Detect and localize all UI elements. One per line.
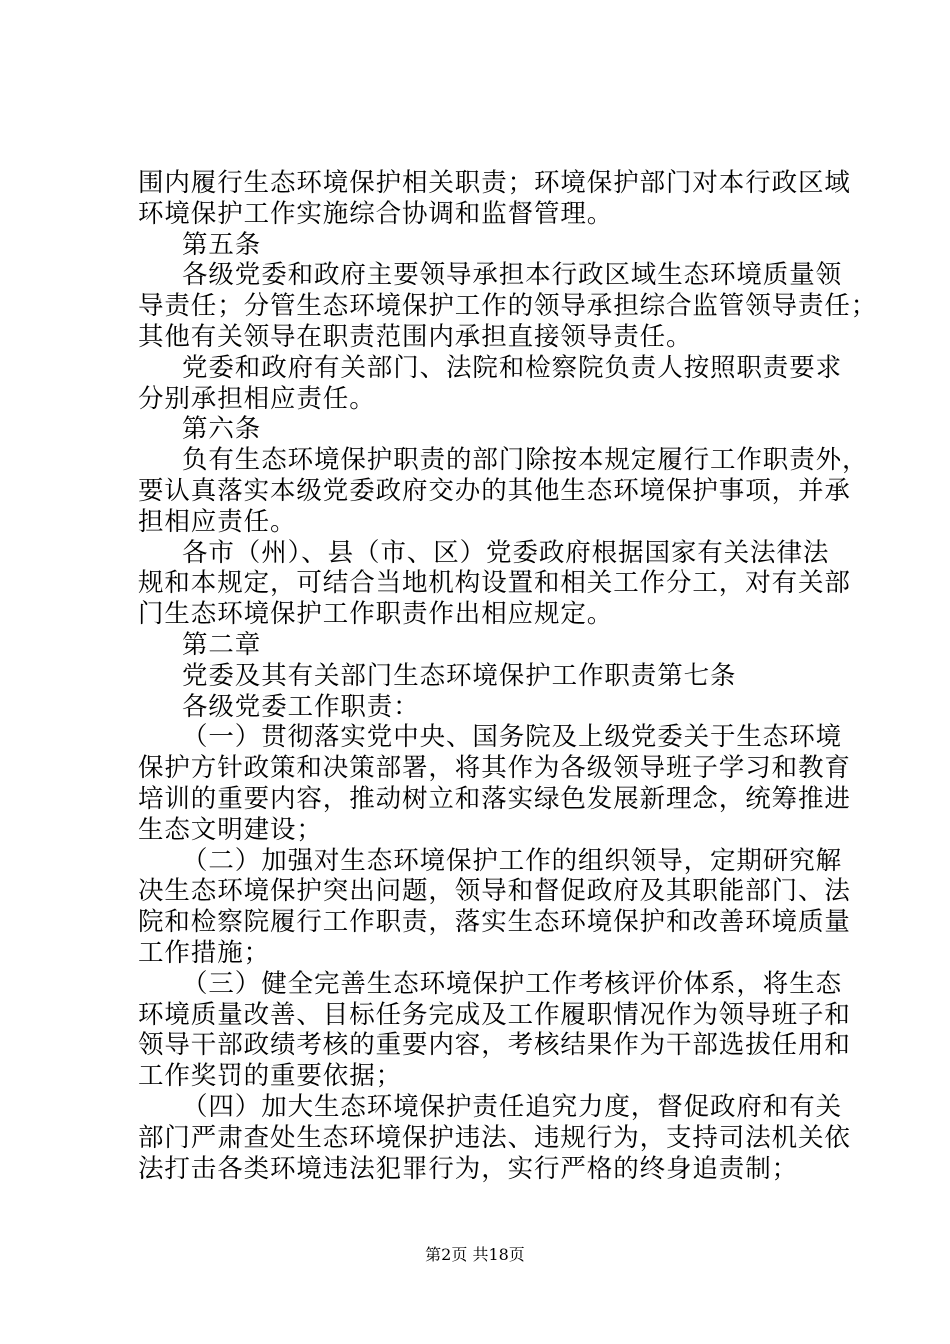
document-body	[138, 168, 878, 1184]
text-line: 门生态环境保护工作职责作出相应规定。	[138, 599, 614, 630]
text-line: 第五条	[182, 229, 262, 260]
text-line: 环境保护工作实施综合协调和监督管理。	[138, 198, 614, 229]
text-line: 第二章	[182, 629, 262, 660]
text-line: 其他有关领导在职责范围内承担直接领导责任。	[138, 321, 693, 352]
text-line: 规和本规定，可结合当地机构设置和相关工作分工，对有关部	[138, 568, 851, 599]
text-line: 担相应责任。	[138, 506, 297, 537]
text-line: 工作措施；	[138, 937, 271, 968]
text-line: 工作奖罚的重要依据；	[138, 1061, 403, 1092]
text-line: 第六条	[182, 414, 262, 445]
text-line: 要认真落实本级党委政府交办的其他生态环境保护事项，并承	[138, 475, 851, 506]
page-footer	[0, 1245, 950, 1265]
text-line: 党委及其有关部门生态环境保护工作职责第七条	[182, 660, 737, 691]
text-line: 各级党委和政府主要领导承担本行政区域生态环境质量领	[182, 260, 843, 291]
text-line: 法打击各类环境违法犯罪行为，实行严格的终身追责制；	[138, 1153, 799, 1184]
text-line: 决生态环境保护突出问题，领导和督促政府及其职能部门、法	[138, 876, 851, 907]
text-line: 保护方针政策和决策部署，将其作为各级领导班子学习和教育	[138, 753, 851, 784]
text-line: 党委和政府有关部门、法院和检察院负责人按照职责要求	[182, 352, 843, 383]
text-line: （一）贯彻落实党中央、国务院及上级党委关于生态环境	[182, 722, 843, 753]
text-line: 培训的重要内容，推动树立和落实绿色发展新理念，统筹推进	[138, 783, 851, 814]
text-line: （二）加强对生态环境保护工作的组织领导，定期研究解	[182, 845, 843, 876]
text-line: 各级党委工作职责：	[182, 691, 420, 722]
page-number-label: 第2页 共18页	[425, 1245, 525, 1264]
text-line: 部门严肃查处生态环境保护违法、违规行为，支持司法机关依	[138, 1122, 851, 1153]
text-line: 环境质量改善、目标任务完成及工作履职情况作为领导班子和	[138, 999, 851, 1030]
text-line: 领导干部政绩考核的重要内容，考核结果作为干部选拔任用和	[138, 1030, 851, 1061]
text-line: 院和检察院履行工作职责，落实生态环境保护和改善环境质量	[138, 907, 851, 938]
text-line: 分别承担相应责任。	[138, 383, 376, 414]
text-line: 导责任；分管生态环境保护工作的领导承担综合监管领导责任；	[138, 291, 878, 322]
text-line: 各市（州）、县（市、区）党委政府根据国家有关法律法	[182, 537, 830, 568]
text-line: 围内履行生态环境保护相关职责；环境保护部门对本行政区域	[138, 168, 851, 198]
text-line: 负有生态环境保护职责的部门除按本规定履行工作职责外，	[182, 445, 869, 476]
text-line: （四）加大生态环境保护责任追究力度，督促政府和有关	[182, 1091, 843, 1122]
text-line: 生态文明建设；	[138, 814, 323, 845]
text-line: （三）健全完善生态环境保护工作考核评价体系，将生态	[182, 968, 843, 999]
